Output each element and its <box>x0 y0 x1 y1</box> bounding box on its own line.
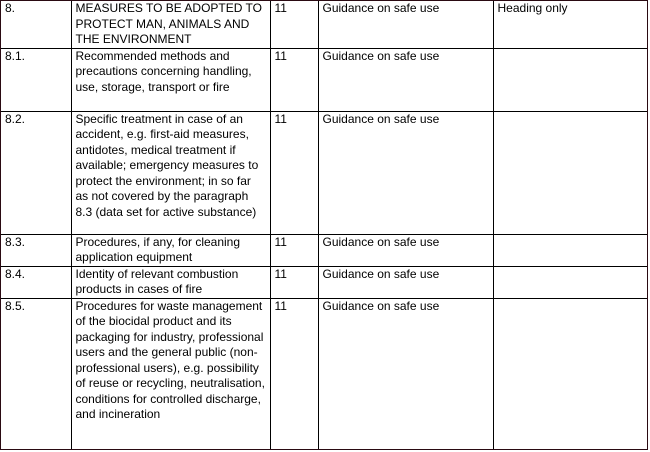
table-row <box>1 234 647 266</box>
note-cell <box>493 234 647 266</box>
guidance-cell: Guidance on safe use <box>318 1 493 48</box>
note-cell <box>493 48 647 111</box>
section-number-cell: 8.1. <box>1 48 71 111</box>
guidance-cell: Guidance on safe use <box>318 111 493 234</box>
table-row <box>1 266 647 298</box>
section-number-cell: 8.5. <box>1 298 71 450</box>
note-cell <box>493 298 647 450</box>
code-cell: 11 <box>270 234 318 266</box>
table-row <box>1 48 647 111</box>
note-cell: Heading only <box>493 1 647 48</box>
code-cell: 11 <box>270 298 318 450</box>
code-cell: 11 <box>270 1 318 48</box>
table-row <box>1 111 647 234</box>
code-cell: 11 <box>270 266 318 298</box>
description-cell: Procedures, if any, for cleaning application equipment <box>71 234 270 266</box>
table-row <box>1 1 647 48</box>
description-cell: Recommended methods and precautions concerning handling, use, storage, transport or fire <box>71 48 270 111</box>
description-cell: MEASURES TO BE ADOPTED TO PROTECT MAN, ANIMALS AND THE ENVIRONMENT <box>71 1 270 48</box>
section-number-cell: 8.3. <box>1 234 71 266</box>
description-cell: Procedures for waste management of the biocidal product and its packaging for industry, professional users and the general public (non-professional users), e.g. possibility of reuse or recycling, neutralisation, conditions for controlled discharge, and incineration <box>71 298 270 450</box>
guidance-cell: Guidance on safe use <box>318 234 493 266</box>
guidance-cell: Guidance on safe use <box>318 48 493 111</box>
section-number-cell: 8. <box>1 1 71 48</box>
code-cell: 11 <box>270 111 318 234</box>
section-number-cell: 8.2. <box>1 111 71 234</box>
code-cell: 11 <box>270 48 318 111</box>
requirements-table <box>1 1 647 450</box>
description-cell: Specific treatment in case of an accident, e.g. first-aid measures, antidotes, medical treatment if available; emergency measures to protect the environment; in so far as not covered by the paragraph 8.3 (data set for active substance) <box>71 111 270 234</box>
guidance-cell: Guidance on safe use <box>318 266 493 298</box>
table-row <box>1 298 647 450</box>
note-cell <box>493 111 647 234</box>
description-cell: Identity of relevant combustion products in cases of fire <box>71 266 270 298</box>
section-number-cell: 8.4. <box>1 266 71 298</box>
guidance-cell: Guidance on safe use <box>318 298 493 450</box>
note-cell <box>493 266 647 298</box>
